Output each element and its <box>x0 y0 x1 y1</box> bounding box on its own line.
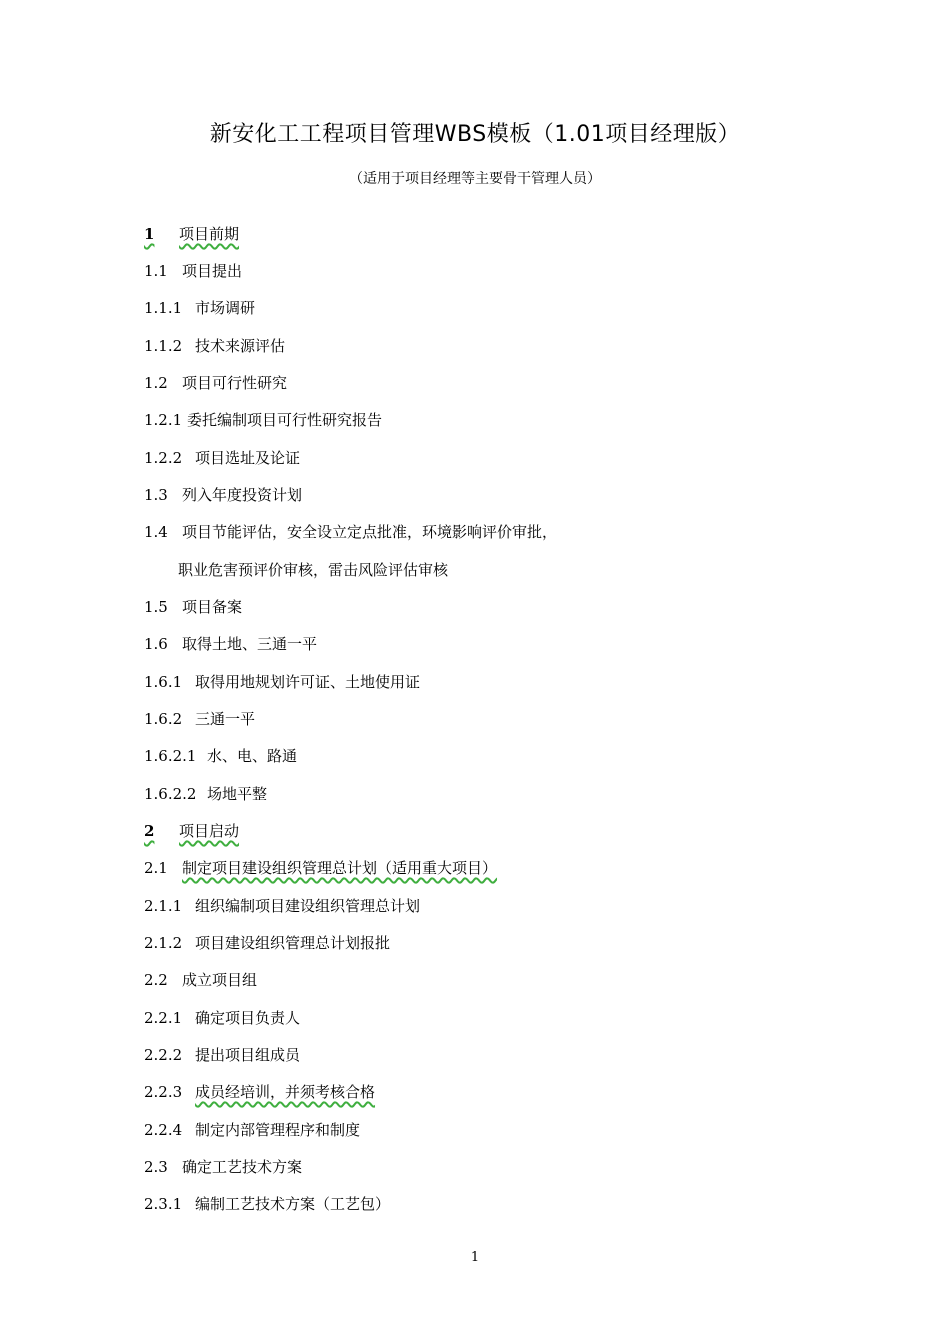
wbs-number: 1.6.2.2 <box>144 785 197 803</box>
wbs-number: 1.1.1 <box>144 299 183 317</box>
wbs-text: 项目启动 <box>179 822 240 840</box>
wbs-number: 2.2.2 <box>144 1046 183 1064</box>
wbs-number: 2.2.3 <box>144 1083 183 1101</box>
wbs-text: 水、电、路通 <box>207 747 298 765</box>
wbs-item-1-4 <box>144 522 557 542</box>
wbs-text: 项目备案 <box>182 598 243 616</box>
wbs-text: 取得用地规划许可证、土地使用证 <box>195 673 421 691</box>
wbs-number: 2.2 <box>144 971 168 989</box>
wbs-item-1-3 <box>144 485 302 505</box>
wbs-item-2-2-3 <box>144 1082 375 1102</box>
wbs-item-2-3-1 <box>144 1194 390 1214</box>
document-subtitle: （适用于项目经理等主要骨干管理人员） <box>349 171 601 187</box>
wbs-item-2-2-2 <box>144 1045 300 1065</box>
wbs-text: 场地平整 <box>207 785 268 803</box>
wbs-number: 1.2 <box>144 374 168 392</box>
page-number: 1 <box>470 1250 480 1265</box>
wbs-item-2-2-4 <box>144 1120 360 1140</box>
wbs-item-1-2-1 <box>144 410 382 430</box>
wbs-number: 2.1.2 <box>144 934 183 952</box>
wbs-text: 制定项目建设组织管理总计划（适用重大项目） <box>182 859 498 877</box>
wbs-text: 成立项目组 <box>182 971 258 989</box>
wbs-item-2-2-1 <box>144 1008 300 1028</box>
wbs-number: 1.5 <box>144 598 168 616</box>
wbs-item-1-6 <box>144 634 317 654</box>
wbs-text: 成员经培训，并须考核合格 <box>195 1083 376 1101</box>
wbs-text: 列入年度投资计划 <box>182 486 303 504</box>
wbs-number: 1.6.1 <box>144 673 183 691</box>
wbs-item-1-6-2 <box>144 709 255 729</box>
wbs-item-2-1-2 <box>144 933 390 953</box>
wbs-text: 制定内部管理程序和制度 <box>195 1121 361 1139</box>
wbs-text: 取得土地、三通一平 <box>182 635 318 653</box>
wbs-text: 项目选址及论证 <box>195 449 301 467</box>
wbs-item-1-2 <box>144 373 287 393</box>
wbs-number: 1 <box>144 225 155 243</box>
wbs-text: 项目建设组织管理总计划报批 <box>195 934 391 952</box>
wbs-item-1-1-2 <box>144 336 285 356</box>
wbs-number: 1.3 <box>144 486 168 504</box>
wbs-text: 项目节能评估，安全设立定点批准，环境影响评价审批， <box>182 523 558 541</box>
wbs-text: 三通一平 <box>195 710 256 728</box>
wbs-number: 1.6.2.1 <box>144 747 197 765</box>
document-title: 新安化工工程项目管理WBS模板（1.01项目经理版） <box>209 122 741 147</box>
wbs-number: 1.6 <box>144 635 168 653</box>
wbs-number: 1.1 <box>144 262 168 280</box>
wbs-item-1 <box>144 224 239 244</box>
wbs-item-1-1 <box>144 261 242 281</box>
wbs-item-1-6-2-1 <box>144 746 297 766</box>
wbs-number: 2.2.1 <box>144 1009 183 1027</box>
wbs-item-1-4-continued <box>178 560 448 580</box>
wbs-number: 2.1.1 <box>144 897 183 915</box>
wbs-text: 确定工艺技术方案 <box>182 1158 303 1176</box>
wbs-item-1-1-1 <box>144 298 255 318</box>
wbs-text: 技术来源评估 <box>195 337 286 355</box>
wbs-number: 1.2.2 <box>144 449 183 467</box>
wbs-item-1-2-2 <box>144 448 300 468</box>
wbs-item-2 <box>144 821 239 841</box>
wbs-item-1-6-1 <box>144 672 420 692</box>
wbs-number: 2.3 <box>144 1158 168 1176</box>
wbs-text: 确定项目负责人 <box>195 1009 301 1027</box>
wbs-item-2-1-1 <box>144 896 420 916</box>
wbs-text: 项目可行性研究 <box>182 374 288 392</box>
wbs-number: 1.2.1 <box>144 411 183 429</box>
wbs-text: 职业危害预评价审核，雷击风险评估审核 <box>178 561 449 579</box>
wbs-item-2-2 <box>144 970 257 990</box>
wbs-number: 1.1.2 <box>144 337 183 355</box>
wbs-number: 2.2.4 <box>144 1121 183 1139</box>
wbs-item-2-3 <box>144 1157 302 1177</box>
wbs-text: 市场调研 <box>195 299 256 317</box>
wbs-number: 2 <box>144 822 155 840</box>
wbs-text: 委托编制项目可行性研究报告 <box>187 411 383 429</box>
wbs-number: 2.3.1 <box>144 1195 183 1213</box>
wbs-item-1-5 <box>144 597 242 617</box>
wbs-text: 编制工艺技术方案（工艺包） <box>195 1195 391 1213</box>
wbs-number: 1.6.2 <box>144 710 183 728</box>
wbs-text: 组织编制项目建设组织管理总计划 <box>195 897 421 915</box>
wbs-number: 1.4 <box>144 523 168 541</box>
wbs-text: 提出项目组成员 <box>195 1046 301 1064</box>
wbs-number: 2.1 <box>144 859 168 877</box>
wbs-text: 项目提出 <box>182 262 243 280</box>
wbs-text: 项目前期 <box>179 225 240 243</box>
wbs-item-2-1 <box>144 858 497 878</box>
wbs-item-1-6-2-2 <box>144 784 267 804</box>
